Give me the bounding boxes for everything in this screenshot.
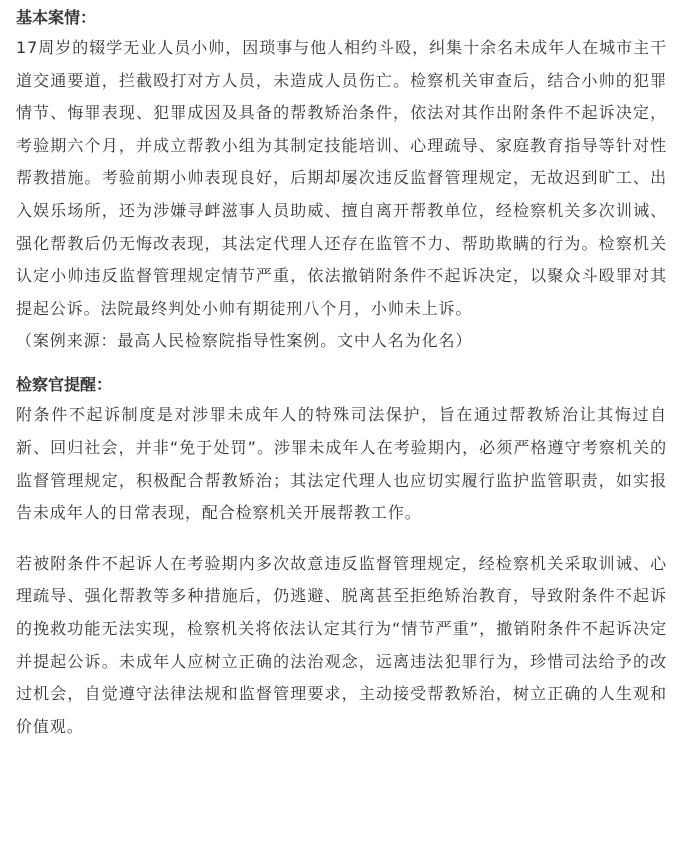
case-heading: 基本案情：: [16, 8, 97, 27]
reminder-heading: 检察官提醒：: [16, 375, 113, 395]
reminder-paragraph-1: 附条件不起诉制度是对涉罪未成年人的特殊司法保护，旨在通过帮教矫治让其悔过自新、回归社会，并非“免于处罚”。涉罪未成年人在考验期内，必须严格遵守考察机关的监督管理规定，积极配合帮教矫治；其法定代理人也应切实履行监护监管职责，如实报告未成年人的日常表现，配合检察机关开展帮教工作。: [16, 405, 667, 523]
paragraph-spacer: [16, 530, 667, 548]
section-spacer: [16, 357, 667, 371]
case-source-note: （案例来源：最高人民检察院指导性案例。文中人名为化名）: [16, 331, 473, 351]
case-body: 17周岁的辍学无业人员小帅，因琐事与他人相约斗殴，纠集十余名未成年人在城市主干道交通要道，拦截殴打对方人员，未造成人员伤亡。检察机关审查后，结合小帅的犯罪情节、悔罪表现、犯罪成因及具备的帮教矫治条件，依法对其作出附条件不起诉决定，考验期六个月，并成立帮教小组为其制定技能培训、心理疏导、家庭教育指导等针对性帮教措施。考验前期小帅表现良好，后期却屡次违反监督管理规定，无故迟到旷工、出入娱乐场所，还为涉嫌寻衅滋事人员助威、擅自离开帮教单位，经检察机关多次训诫、强化帮教后仍无悔改表现，其法定代理人还存在监管不力、帮助欺瞒的行为。检察机关认定小帅违反监督管理规定情节严重，依法撤销附条件不起诉决定，以聚众斗殴罪对其提起公诉。法院最终判处小帅有期徒刑八个月，小帅未上诉。: [16, 38, 667, 318]
reminder-paragraph-2: 若被附条件不起诉人在考验期内多次故意违反监督管理规定，经检察机关采取训诫、心理疏导、强化帮教等多种措施后，仍逃避、脱离甚至拒绝矫治教育，导致附条件不起诉的挽救功能无法实现，检察机关将依法认定其行为“情节严重”，撤销附条件不起诉决定并提起公诉。未成年人应树立正确的法治观念，远离违法犯罪行为，珍惜司法给予的改过机会，自觉遵守法律法规和监督管理要求，主动接受帮教矫治，树立正确的人生观和价值观。: [16, 553, 667, 736]
